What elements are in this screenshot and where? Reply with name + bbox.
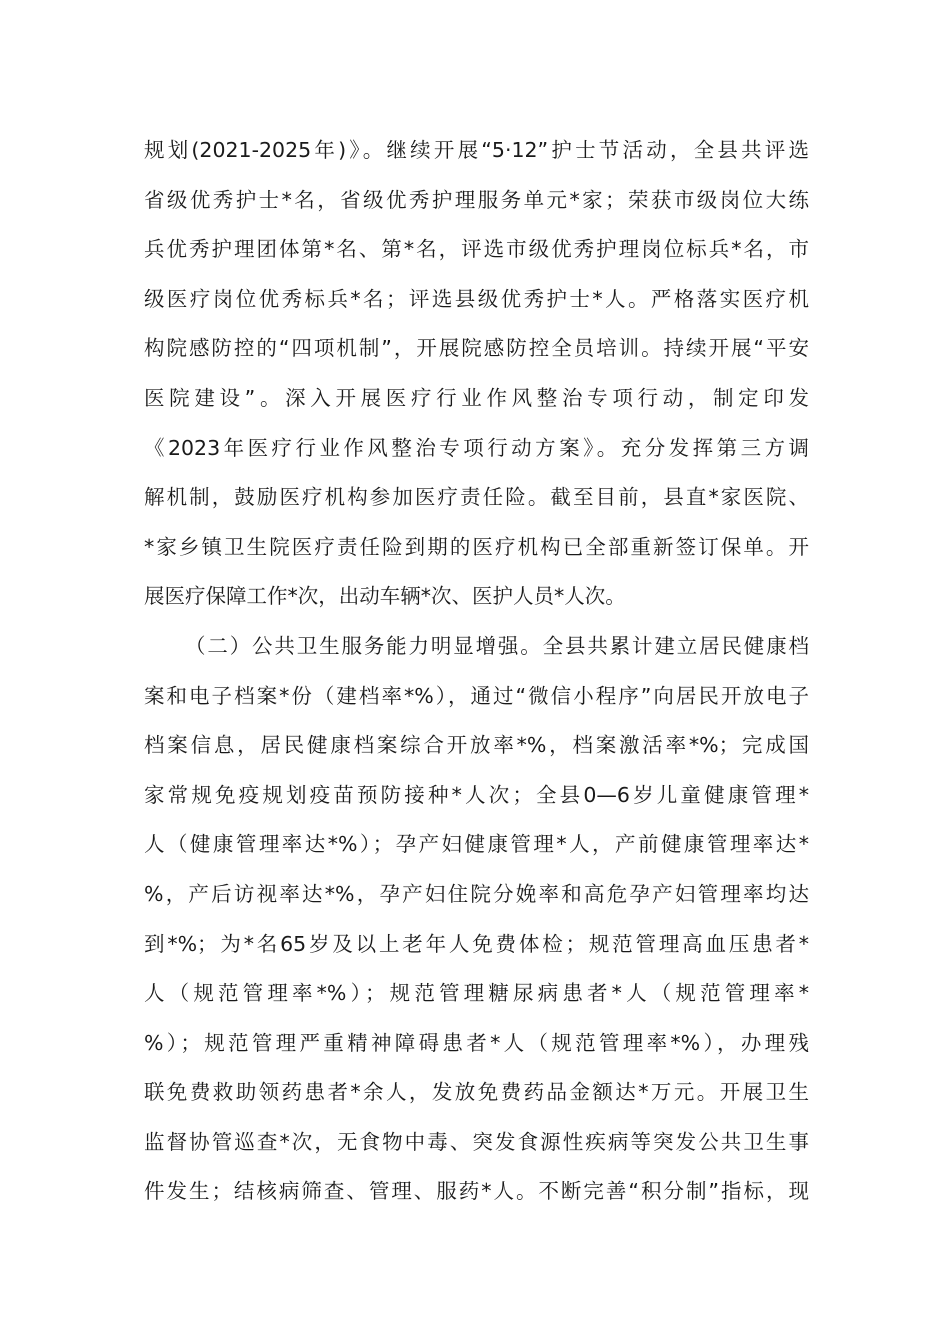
text-line: 监督协管巡查*次，无食物中毒、突发食源性疾病等突发公共卫生事: [144, 1129, 809, 1154]
text-line: 构院感防控的“四项机制”，开展院感防控全员培训。持续开展“平安: [144, 336, 809, 361]
body-text: [144, 126, 809, 1217]
text-line: 件发生；结核病筛查、管理、服药*人。不断完善“积分制”指标，现: [144, 1179, 809, 1204]
text-line: 联免费救助领药患者*余人，发放免费药品金额达*万元。开展卫生: [144, 1080, 809, 1105]
text-line: 解机制，鼓励医疗机构参加医疗责任险。截至目前，县直*家医院、: [144, 485, 809, 510]
paragraph-end-line: 展医疗保障工作*次，出动车辆*次、医护人员*人次。: [144, 584, 626, 609]
text-line: 家常规免疫规划疫苗预防接种*人次；全县0—6岁儿童健康管理*: [144, 782, 809, 807]
text-line: 案和电子档案*份（建档率*%），通过“微信小程序”向居民开放电子: [144, 683, 809, 708]
text-line: 规划(2021-2025年)》。继续开展“5·12”护士节活动，全县共评选: [144, 138, 809, 162]
text-line: 兵优秀护理团体第*名、第*名，评选市级优秀护理岗位标兵*名，市: [144, 237, 809, 262]
text-line: *家乡镇卫生院医疗责任险到期的医疗机构已全部重新签订保单。开: [144, 534, 809, 559]
text-line: 省级优秀护士*名，省级优秀护理服务单元*家；荣获市级岗位大练: [144, 187, 809, 212]
text-line: 档案信息，居民健康档案综合开放率*%，档案激活率*%；完成国: [144, 733, 809, 758]
text-line: 人（规范管理率*%）；规范管理糖尿病患者*人（规范管理率*: [144, 981, 809, 1006]
text-line: 人（健康管理率达*%）；孕产妇健康管理*人，产前健康管理率达*: [144, 832, 809, 857]
text-line: %）；规范管理严重精神障碍患者*人（规范管理率*%），办理残: [144, 1030, 809, 1055]
text-line: %，产后访视率达*%，孕产妇住院分娩率和高危孕产妇管理率均达: [144, 881, 809, 906]
text-line: 级医疗岗位优秀标兵*名；评选县级优秀护士*人。严格落实医疗机: [144, 286, 809, 311]
section-heading-line: （二）公共卫生服务能力明显增强。全县共累计建立居民健康档: [185, 633, 809, 658]
text-line: 到*%；为*名65岁及以上老年人免费体检；规范管理高血压患者*: [144, 931, 809, 956]
text-line: 《2023年医疗行业作风整治专项行动方案》。充分发挥第三方调: [144, 435, 809, 460]
text-line: 医院建设”。深入开展医疗行业作风整治专项行动，制定印发: [144, 385, 809, 410]
